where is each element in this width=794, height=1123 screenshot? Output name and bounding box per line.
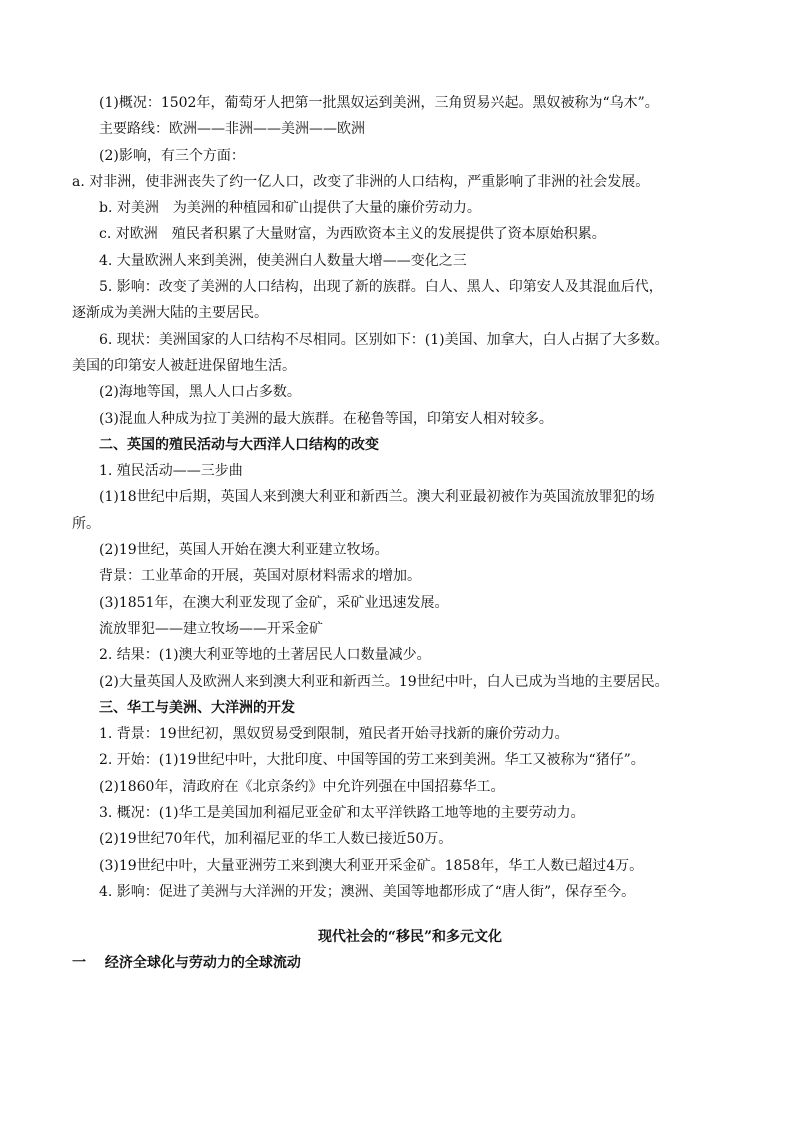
paragraph: (1)概况：1502年，葡萄牙人把第一批黑奴运到美洲，三角贸易兴起。黑奴被称为“乌木”。 (99, 95, 659, 111)
section-title: 现代社会的“移民”和多元文化 (317, 929, 503, 946)
paragraph: a. 对非洲，使非洲丧失了约一亿人口，改变了非洲的人口结构，严重影响了非洲的社会发展。 (72, 173, 650, 190)
paragraph: 3. 概况：(1)华工是美国加利福尼亚金矿和太平洋铁路工地等地的主要劳动力。 (99, 805, 585, 822)
paragraph: 逐渐成为美洲大陆的主要居民。 (72, 305, 268, 322)
paragraph: 主要路线：欧洲——非洲——美洲——欧洲 (99, 121, 365, 138)
paragraph: 5. 影响：改变了美洲的人口结构，出现了新的族群。白人、黑人、印第安人及其混血后代， (99, 279, 663, 296)
paragraph: (2)大量英国人及欧洲人来到澳大利亚和新西兰。19世纪中叶，白人已成为当地的主要居民。 (99, 673, 669, 690)
section-heading: 二、英国的殖民活动与大西洋人口结构的改变 (99, 436, 379, 453)
section-heading: 三、华工与美洲、大洋洲的开发 (99, 699, 295, 716)
paragraph: (3)19世纪中叶，大量亚洲劳工来到澳大利亚开采金矿。1858年，华工人数已超过4万。 (99, 857, 644, 874)
paragraph: 4. 大量欧洲人来到美洲，使美洲白人数量大增——变化之三 (99, 252, 467, 269)
paragraph: 背景：工业革命的开展，英国对原材料需求的增加。 (99, 568, 421, 585)
paragraph: 1. 殖民活动——三步曲 (99, 463, 243, 480)
document-body (72, 90, 721, 977)
paragraph: c. 对欧洲 殖民者积累了大量财富，为西欧资本主义的发展提供了资本原始积累。 (99, 226, 606, 243)
paragraph: (1)18世纪中后期，英国人来到澳大利亚和新西兰。澳大利亚最初被作为英国流放罪犯的场 (99, 489, 655, 506)
paragraph: 2. 开始：(1)19世纪中叶，大批印度、中国等国的劳工来到美洲。华工又被称为“猪仔”。 (99, 752, 645, 769)
paragraph: (2)影响，有三个方面： (99, 147, 245, 164)
paragraph: 6. 现状：美洲国家的人口结构不尽相同。区别如下：(1)美国、加拿大，白人占据了大多数。 (99, 331, 669, 348)
paragraph: 1. 背景：19世纪初，黑奴贸易受到限制，殖民者开始寻找新的廉价劳动力。 (99, 726, 569, 743)
paragraph: 流放罪犯——建立牧场——开采金矿 (99, 620, 323, 637)
paragraph: 美国的印第安人被赶进保留地生活。 (72, 357, 296, 374)
paragraph: (2)19世纪70年代，加利福尼亚的华工人数已接近50万。 (99, 831, 453, 848)
paragraph: (2)19世纪，英国人开始在澳大利亚建立牧场。 (99, 542, 389, 559)
paragraph: b. 对美洲 为美洲的种植园和矿山提供了大量的廉价劳动力。 (99, 200, 481, 217)
paragraph: (2)海地等国，黑人人口占多数。 (99, 384, 301, 401)
paragraph: 所。 (72, 515, 100, 532)
paragraph: 4. 影响：促进了美洲与大洋洲的开发；澳洲、美国等地都形成了“唐人街”，保存至今。 (99, 883, 636, 900)
paragraph: 2. 结果：(1)澳大利亚等地的土著居民人口数量减少。 (99, 647, 431, 664)
paragraph: (3)混血人种成为拉丁美洲的最大族群。在秘鲁等国，印第安人相对较多。 (99, 410, 553, 427)
paragraph: (2)1860年，清政府在《北京条约》中允许列强在中国招募华工。 (99, 778, 505, 795)
paragraph: (3)1851年，在澳大利亚发现了金矿，采矿业迅速发展。 (99, 594, 449, 611)
subheading: 一 经济全球化与劳动力的全球流动 (72, 955, 301, 972)
